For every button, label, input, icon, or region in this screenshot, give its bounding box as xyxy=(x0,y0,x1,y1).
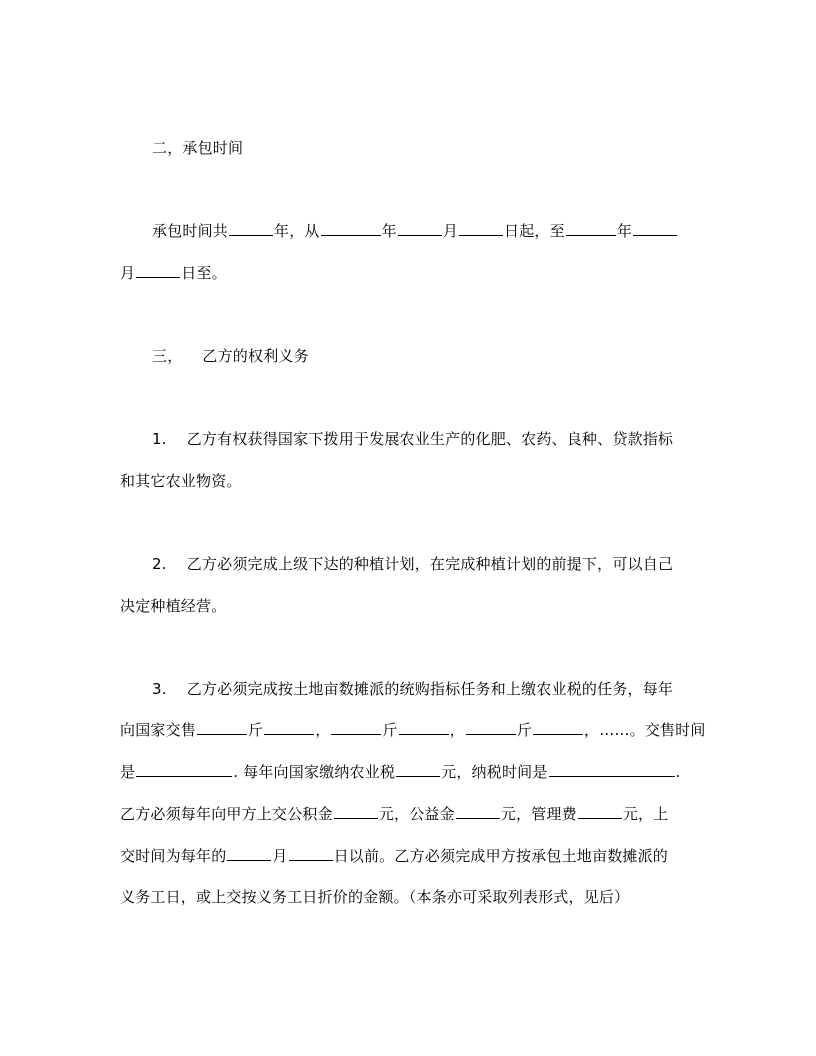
blank-amount-3[interactable] xyxy=(533,720,583,735)
text: 乙方必须每年向甲方上交公积金 xyxy=(120,805,333,823)
blank-tax-amount[interactable] xyxy=(396,762,440,777)
item-3-line-1 xyxy=(152,679,673,699)
text: 元，管理费 xyxy=(500,805,577,823)
blank-start-year[interactable] xyxy=(321,221,381,236)
item-3-line-3 xyxy=(120,762,681,782)
text: 交时间为每年的 xyxy=(120,847,227,865)
text: 年，从 xyxy=(274,222,320,240)
text: ， xyxy=(315,721,331,739)
item-3-line-4 xyxy=(120,804,668,824)
blank-sale-time[interactable] xyxy=(136,762,232,777)
text: ，……。交售时间 xyxy=(584,721,706,739)
blank-crop-2[interactable] xyxy=(331,720,381,735)
section-2-line-1 xyxy=(152,221,678,241)
text: . 每年向国家缴纳农业税 xyxy=(233,763,396,781)
item-1-line-1 xyxy=(152,429,673,449)
item-3-line-2 xyxy=(120,720,706,740)
text: 月 xyxy=(272,847,288,865)
blank-management-fee[interactable] xyxy=(578,804,622,819)
blank-crop-3[interactable] xyxy=(466,720,516,735)
text: 元，公益金 xyxy=(378,805,455,823)
text: 月 xyxy=(120,264,136,282)
text: 月 xyxy=(442,222,459,240)
blank-crop-1[interactable] xyxy=(197,720,247,735)
section-2-heading: 二，承包时间 xyxy=(152,139,244,157)
blank-amount-1[interactable] xyxy=(264,720,314,735)
item-1-line-2: 和其它农业物资。 xyxy=(120,472,242,490)
item-1-number: 1. xyxy=(152,430,167,448)
text: 斤 xyxy=(248,721,264,739)
text: 元，纳税时间是 xyxy=(441,763,548,781)
item-3-number: 3. xyxy=(152,680,167,698)
section-2-line-2 xyxy=(120,263,227,283)
blank-due-day[interactable] xyxy=(289,846,333,861)
section-3-number: 三， xyxy=(152,347,183,365)
blank-amount-2[interactable] xyxy=(399,720,449,735)
blank-provident-fund[interactable] xyxy=(334,804,378,819)
item-2-line-2: 决定种植经营。 xyxy=(120,597,227,615)
text: 承包时间共 xyxy=(152,222,229,240)
blank-start-day[interactable] xyxy=(459,221,503,236)
blank-due-month[interactable] xyxy=(227,846,271,861)
text: 日以前。乙方必须完成甲方按承包土地亩数摊派的 xyxy=(333,847,669,865)
section-3-heading xyxy=(152,346,309,366)
item-2-number: 2. xyxy=(152,555,167,573)
blank-start-month[interactable] xyxy=(398,221,442,236)
text: 向国家交售 xyxy=(120,721,197,739)
item-2-line-1 xyxy=(152,554,673,574)
text: 乙方必须完成按土地亩数摊派的统购指标任务和上缴农业税的任务，每年 xyxy=(186,680,674,698)
text: 年 xyxy=(381,222,397,240)
text: 日起，至 xyxy=(504,222,565,240)
text: 乙方有权获得国家下拨用于发展农业生产的化肥、农药、良种、贷款指标 xyxy=(186,430,674,448)
text: 元，上 xyxy=(622,805,669,823)
text: ， xyxy=(449,721,465,739)
blank-end-year[interactable] xyxy=(566,221,616,236)
blank-end-month-tail[interactable] xyxy=(633,221,677,236)
text: 日至。 xyxy=(181,264,227,282)
item-3-line-5 xyxy=(120,846,668,866)
blank-years[interactable] xyxy=(229,221,273,236)
section-3-title: 乙方的权利义务 xyxy=(202,347,309,365)
blank-public-welfare[interactable] xyxy=(456,804,500,819)
text: 年 xyxy=(616,222,633,240)
blank-end-day[interactable] xyxy=(136,263,180,278)
item-3-line-6: 义务工日，或上交按义务工日折价的金额。（本条亦可采取列表形式，见后） xyxy=(120,888,630,906)
text: . xyxy=(675,763,681,781)
blank-tax-time[interactable] xyxy=(549,762,675,777)
text: 是 xyxy=(120,763,136,781)
text: 乙方必须完成上级下达的种植计划，在完成种植计划的前提下，可以自己 xyxy=(186,555,674,573)
text: 斤 xyxy=(516,721,533,739)
text: 斤 xyxy=(382,721,398,739)
